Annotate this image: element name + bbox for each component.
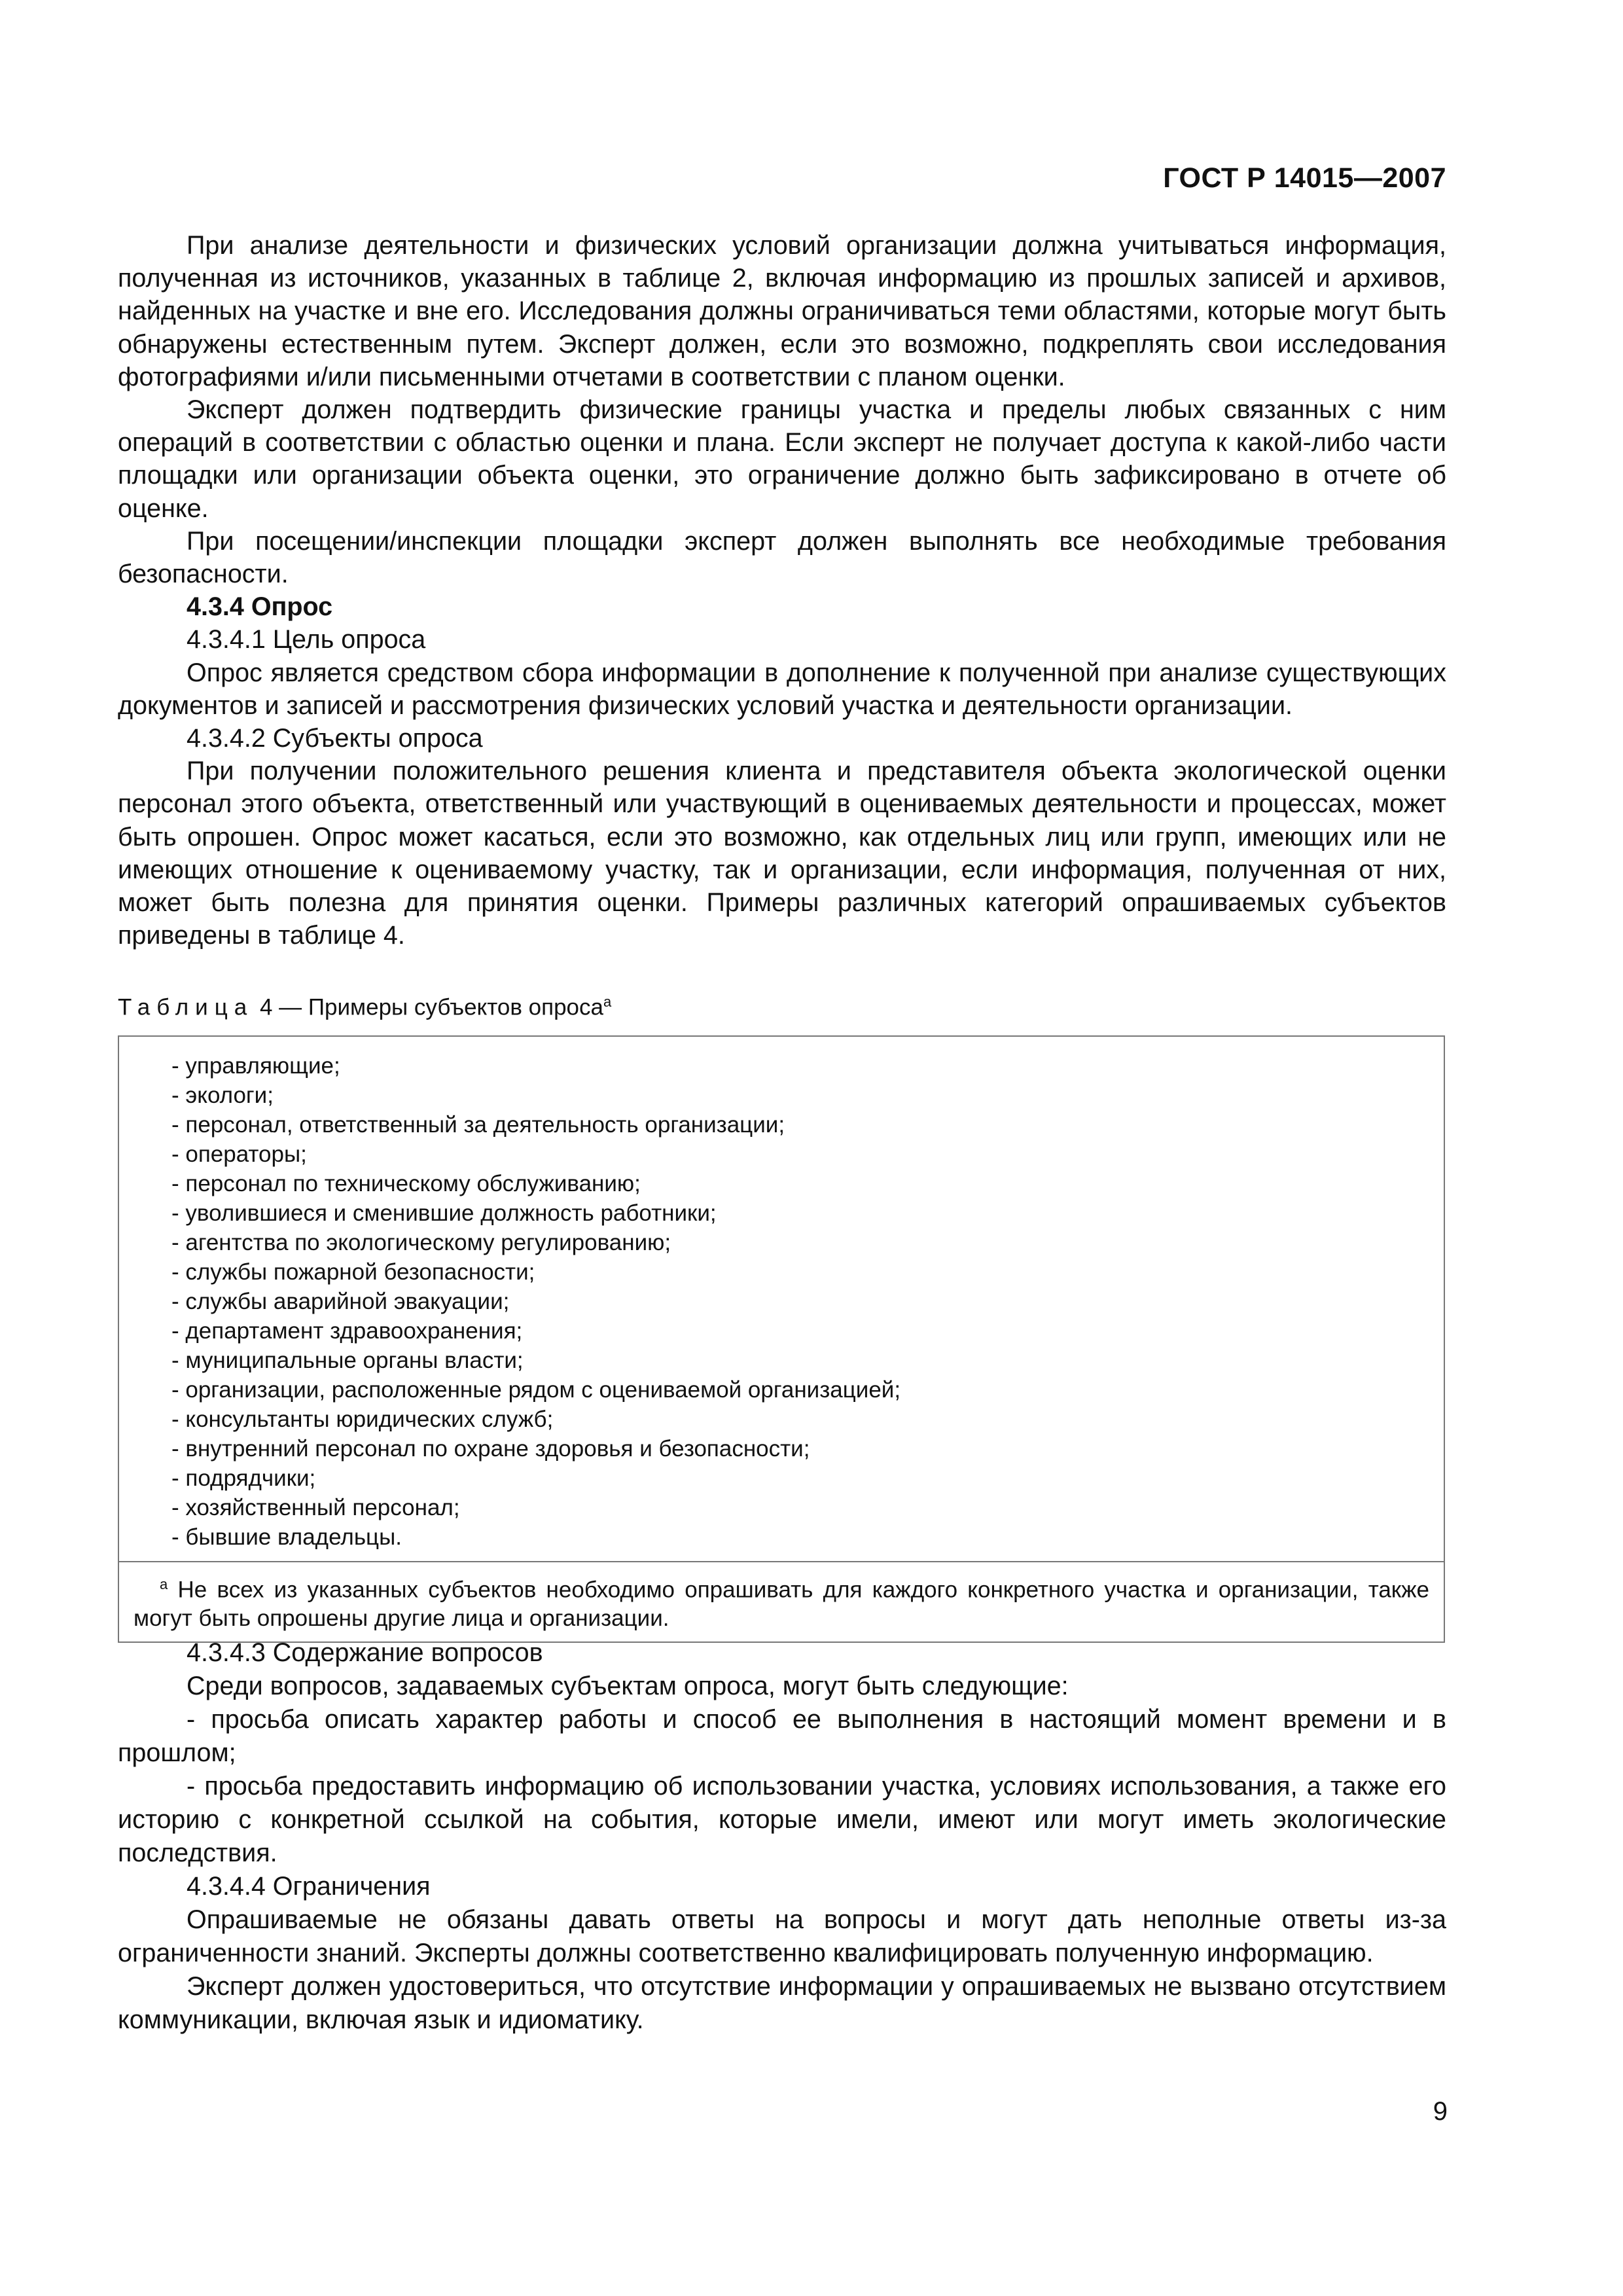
heading-4-3-4-3: 4.3.4.3 Содержание вопросов xyxy=(187,1638,543,1667)
list-item: - персонал по техническому обслуживанию; xyxy=(171,1171,641,1196)
list-item: - муниципальные органы власти; xyxy=(171,1348,524,1373)
list-item: - департамент здравоохранения; xyxy=(171,1318,523,1344)
table-4 xyxy=(118,1035,1445,1643)
paragraph-4-3-4-3-intro: Среди вопросов, задаваемых субъектам опроса, могут быть следующие: xyxy=(187,1672,1069,1700)
list-item: - организации, расположенные рядом с оцениваемой организацией; xyxy=(171,1377,901,1403)
table-caption-prefix: Таблица xyxy=(118,994,254,1020)
list-item: - службы аварийной эвакуации; xyxy=(171,1289,510,1314)
list-item: - персонал, ответственный за деятельность организации; xyxy=(171,1112,785,1138)
list-item: - экологи; xyxy=(171,1083,274,1108)
list-item: - внутренний персонал по охране здоровья и безопасности; xyxy=(171,1436,810,1462)
body-top xyxy=(118,229,1446,952)
paragraph-4-3-4-2: При получении положительного решения клиента и представителя объекта экологической оценки персонал этого объекта, ответственный или участвующий в оцениваемых деятельности и процессах, может быть опрошен. Опрос может касаться, если это возможно, как отдельных лиц или групп, имеющих или не имеющих отношение к оцениваемому участку, так и организации, если информация, полученная от них, может быть полезна для принятия оценки. Примеры различных категорий опрашиваемых субъектов приведены в таблице 4. xyxy=(118,757,1446,950)
paragraph-4-3-4-1: Опрос является средством сбора информации в дополнение к полученной при анализе существующих документов и записей и рассмотрения физических условий участка и деятельности организации. xyxy=(118,658,1446,720)
table-4-list xyxy=(119,1037,1444,1561)
list-item: - операторы; xyxy=(171,1141,307,1167)
list-item: - управляющие; xyxy=(171,1053,340,1079)
page-number: 9 xyxy=(1433,2097,1448,2126)
heading-4-3-4-1: 4.3.4.1 Цель опроса xyxy=(187,625,426,655)
list-item: - хозяйственный персонал; xyxy=(171,1495,460,1520)
paragraph-boundaries: Эксперт должен подтвердить физические границы участка и пределы любых связанных с ним операций в соответствии с областью оценки и плана. Если эксперт не получает доступа к какой-либо части площадки или организации объекта оценки, это ограничение должно быть зафиксировано в отчете об оценке. xyxy=(118,395,1446,523)
list-item: - подрядчики; xyxy=(171,1465,316,1491)
list-item: - агентства по экологическому регулированию; xyxy=(171,1230,671,1255)
table-4-footnote xyxy=(119,1561,1444,1641)
list-item: - бывшие владельцы. xyxy=(171,1524,402,1550)
body-bottom xyxy=(118,1636,1446,2037)
paragraph-4-3-4-4-a: Опрашиваемые не обязаны давать ответы на вопросы и могут дать неполные ответы из-за ограниченности знаний. Эксперты должны соответственно квалифицировать полученную информацию. xyxy=(118,1905,1446,1967)
paragraph-analysis: При анализе деятельности и физических условий организации должна учитываться информация, полученная из источников, указанных в таблице 2, включая информацию из прошлых записей и архивов, найденных на участке и вне его. Исследования должны ограничиваться теми областями, которые могут быть обнаружены естественным путем. Эксперт должен, если это возможно, подкреплять свои исследования фотографиями и/или письменными отчетами в соответствии с планом оценки. xyxy=(118,231,1446,391)
footnote-text: Не всех из указанных субъектов необходимо опрашивать для каждого конкретного участка и организации, также могут быть опрошены другие лица и организации. xyxy=(134,1577,1429,1631)
paragraph-safety: При посещении/инспекции площадки эксперт должен выполнять все необходимые требования безопасности. xyxy=(118,526,1446,589)
list-item: - уволившиеся и сменившие должность работники; xyxy=(171,1200,717,1226)
table-caption-text: 4 — Примеры субъектов опроса xyxy=(259,994,603,1020)
heading-4-3-4-4: 4.3.4.4 Ограничения xyxy=(187,1872,431,1901)
paragraph-4-3-4-3-item-1: - просьба описать характер работы и способ ее выполнения в настоящий момент времени и в прошлом; xyxy=(118,1705,1446,1767)
list-item: - консультанты юридических служб; xyxy=(171,1407,554,1432)
footnote-mark: а xyxy=(160,1576,168,1592)
table-caption-footnote-mark: а xyxy=(603,994,612,1010)
paragraph-4-3-4-4-b: Эксперт должен удостовериться, что отсутствие информации у опрашиваемых не вызвано отсутствием коммуникации, включая язык и идиоматику. xyxy=(118,1972,1446,2034)
heading-4-3-4: 4.3.4 Опрос xyxy=(187,592,333,622)
table-4-caption xyxy=(118,994,611,1021)
heading-4-3-4-2: 4.3.4.2 Субъекты опроса xyxy=(187,724,483,753)
list-item: - службы пожарной безопасности; xyxy=(171,1259,535,1285)
document-header-id: ГОСТ Р 14015—2007 xyxy=(1163,162,1446,194)
paragraph-4-3-4-3-item-2: - просьба предоставить информацию об использовании участка, условиях использования, а также его историю с конкретной ссылкой на события, которые имели, имеют или могут иметь экологические последствия. xyxy=(118,1772,1446,1867)
